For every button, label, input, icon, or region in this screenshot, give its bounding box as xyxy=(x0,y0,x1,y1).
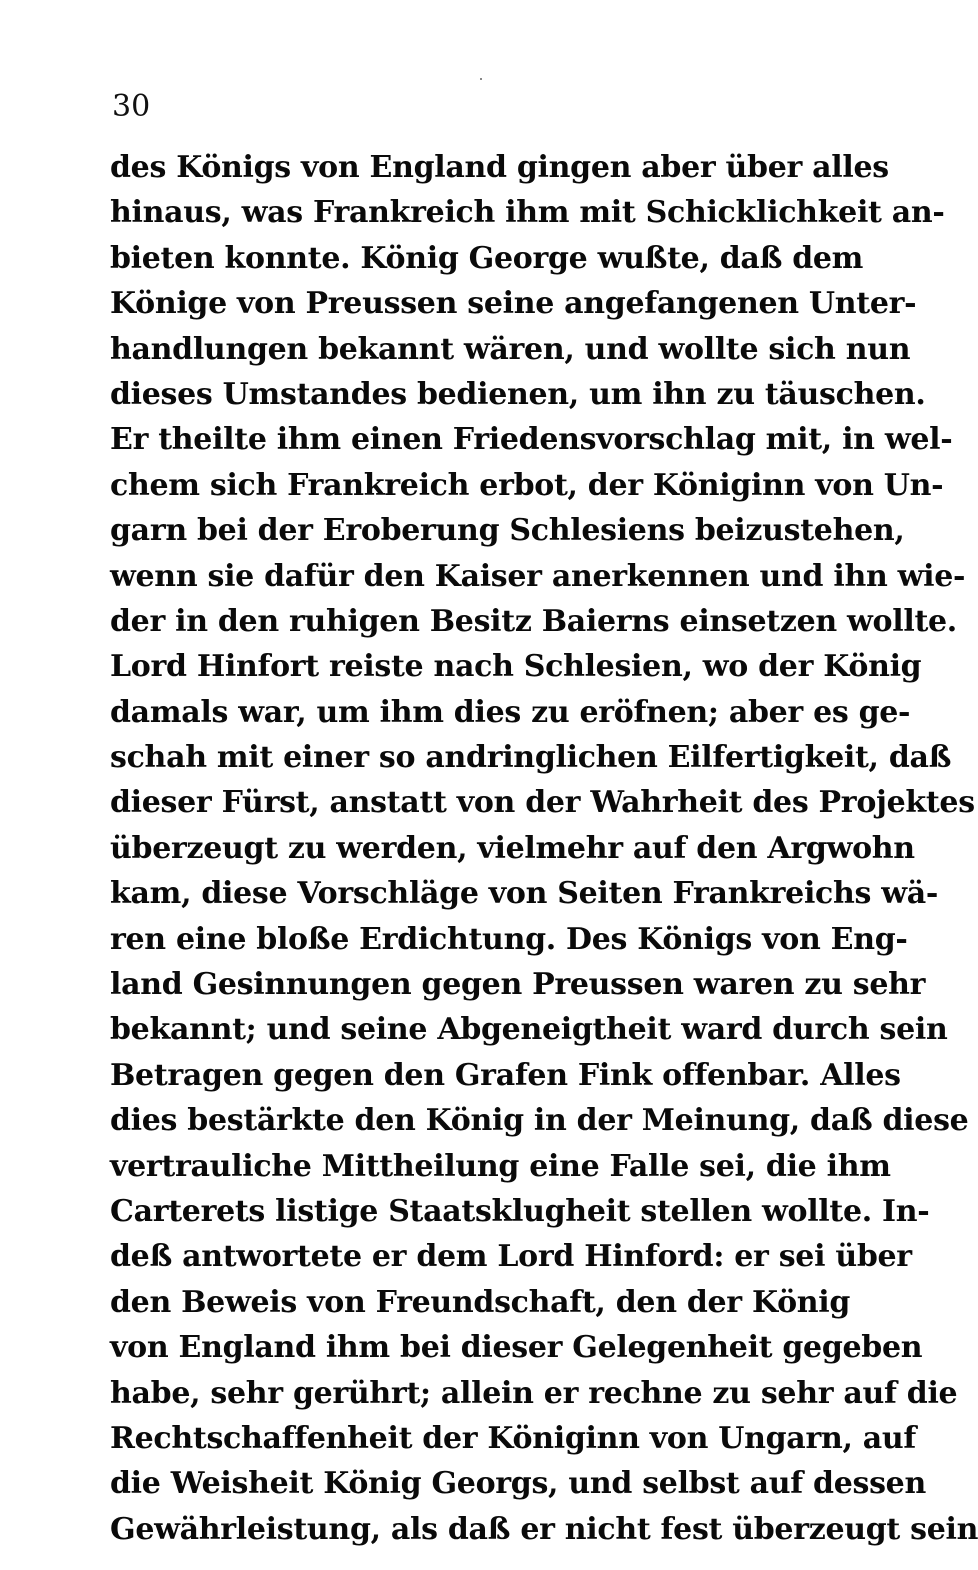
text-line: überzeugt zu werden, vielmehr auf den Argwohn xyxy=(110,830,915,866)
text-line: handlungen bekannt wären, und wollte sich nun xyxy=(110,331,911,367)
text-line: Er theilte ihm einen Friedensvorschlag mit, in wel- xyxy=(110,422,953,458)
text-line: den Beweis von Freundschaft, den der König xyxy=(110,1284,851,1320)
text-line: wenn sie dafür den Kaiser anerkennen und ihn wie- xyxy=(110,558,966,594)
text-line: des Königs von England gingen aber über alles xyxy=(110,150,889,185)
text-line: der in den ruhigen Besitz Baierns einsetzen wollte. xyxy=(110,603,957,639)
text-line: hinaus, was Frankreich ihm mit Schicklichkeit an- xyxy=(110,195,945,231)
text-line: Könige von Preussen seine angefangenen Unter- xyxy=(110,286,917,322)
text-line: ren eine bloße Erdichtung. Des Königs von Eng- xyxy=(110,921,908,957)
text-line: schah mit einer so andringlichen Eilfertigkeit, daß xyxy=(110,740,952,776)
text-line: land Gesinnungen gegen Preussen waren zu sehr xyxy=(110,967,926,1003)
text-line: Gewährleistung, als daß er nicht fest überzeugt sein xyxy=(110,1511,978,1547)
text-line: von England ihm bei dieser Gelegenheit gegeben xyxy=(110,1330,923,1366)
text-line: bieten konnte. König George wußte, daß dem xyxy=(110,240,864,276)
text-line: deß antwortete er dem Lord Hinford: er sei über xyxy=(110,1239,912,1275)
text-line: chem sich Frankreich erbot, der Königinn von Un- xyxy=(110,467,944,503)
text-line: die Weisheit König Georgs, und selbst auf dessen xyxy=(110,1466,926,1502)
text-line: Lord Hinfort reiste nach Schlesien, wo der König xyxy=(110,649,922,685)
text-line: vertrauliche Mittheilung eine Falle sei, die ihm xyxy=(110,1148,891,1184)
body-text xyxy=(110,145,978,1552)
text-line: Betragen gegen den Grafen Fink offenbar. Alles xyxy=(110,1057,901,1093)
text-line: garn bei der Eroberung Schlesiens beizustehen, xyxy=(110,513,905,549)
text-line: bekannt; und seine Abgeneigtheit ward durch sein xyxy=(110,1012,948,1048)
text-line: kam, diese Vorschläge von Seiten Frankreichs wä- xyxy=(110,876,939,912)
paper-speck xyxy=(480,78,482,80)
page-number: 30 xyxy=(112,89,151,124)
text-line: Rechtschaffenheit der Königinn von Ungarn, auf xyxy=(110,1420,917,1456)
text-line: dies bestärkte den König in der Meinung, daß diese xyxy=(110,1103,969,1139)
text-line: dieser Fürst, anstatt von der Wahrheit des Projektes xyxy=(110,785,975,821)
text-line: habe, sehr gerührt; allein er rechne zu sehr auf die xyxy=(110,1375,958,1411)
text-line: dieses Umstandes bedienen, um ihn zu täuschen. xyxy=(110,376,926,412)
text-line: Carterets listige Staatsklugheit stellen wollte. In- xyxy=(110,1193,930,1229)
text-line: damals war, um ihm dies zu eröfnen; aber es ge- xyxy=(110,694,911,730)
